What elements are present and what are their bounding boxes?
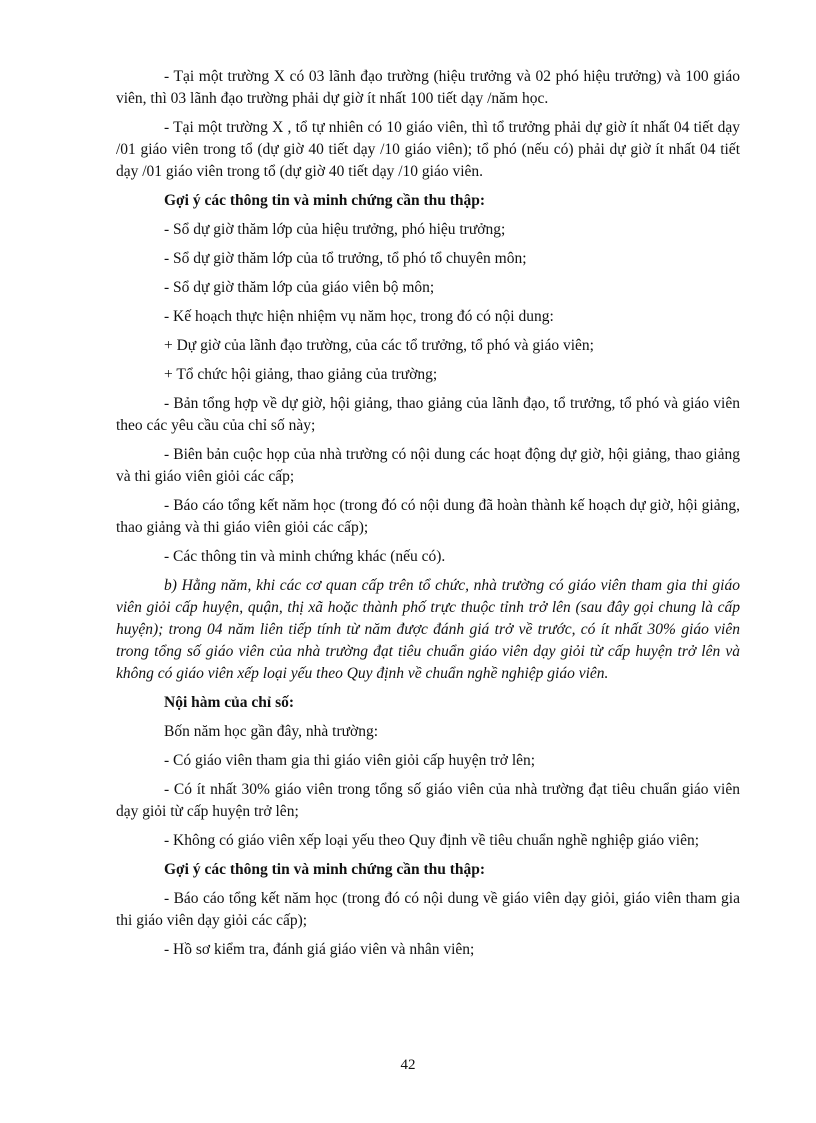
list-item: - Báo cáo tổng kết năm học (trong đó có nội dung về giáo viên dạy giỏi, giáo viên tham gia thi giáo viên dạy giỏi các cấp); [116,890,740,929]
list-item: - Hồ sơ kiểm tra, đánh giá giáo viên và nhân viên; [164,941,475,958]
evidence-heading: Gợi ý các thông tin và minh chứng cần thu thập: [164,192,486,209]
list-item: - Bản tổng hợp về dự giờ, hội giảng, thao giảng của lãnh đạo, tổ trưởng, tổ phó và giáo viên theo các yêu cầu của chỉ số này; [116,395,740,434]
criterion-b: b) Hằng năm, khi các cơ quan cấp trên tổ chức, nhà trường có giáo viên tham gia thi giáo viên giỏi cấp huyện, quận, thị xã hoặc thành phố trực thuộc tỉnh trở lên (sau đây gọi chung là cấp huyện); trong 04 năm liên tiếp tính từ năm được đánh giá trở về trước, có ít nhất 30% giáo viên trong tổng số giáo viên của nhà trường đạt tiêu chuẩn giáo viên dạy giỏi từ cấp huyện trở lên và không có giáo viên xếp loại yếu theo Quy định về chuẩn nghề nghiệp giáo viên. [116,577,740,682]
page-number: 42 [400,1057,416,1073]
list-item: - Có ít nhất 30% giáo viên trong tổng số giáo viên của nhà trường đạt tiêu chuẩn giáo viên dạy giỏi từ cấp huyện trở lên; [116,781,740,820]
example-leadership: - Tại một trường X có 03 lãnh đạo trường (hiệu trưởng và 02 phó hiệu trưởng) và 100 giáo viên, thì 03 lãnh đạo trường phải dự giờ ít nhất 100 tiết dạy /năm học. [116,68,740,107]
list-item: - Báo cáo tổng kết năm học (trong đó có nội dung đã hoàn thành kế hoạch dự giờ, hội giảng, thao giảng và thi giáo viên giỏi các cấp); [116,497,740,536]
indicator-heading: Nội hàm của chỉ số: [164,694,295,711]
example-department: - Tại một trường X , tổ tự nhiên có 10 giáo viên, thì tổ trưởng phải dự giờ ít nhất 04 tiết dạy /01 giáo viên trong tổ (dự giờ 40 tiết dạy /10 giáo viên); tổ phó (nếu có) phải dự giờ ít nhất 04 tiết dạy /01 giáo viên trong tổ (dự giờ 40 tiết dạy /10 giáo viên. [116,119,740,180]
list-item: - Các thông tin và minh chứng khác (nếu có). [164,548,446,565]
list-item: + Dự giờ của lãnh đạo trường, của các tổ trưởng, tổ phó và giáo viên; [164,337,594,354]
evidence-heading-2: Gợi ý các thông tin và minh chứng cần thu thập: [164,861,486,878]
indicator-intro: Bốn năm học gần đây, nhà trường: [164,723,379,740]
page-body [116,66,740,968]
list-item: - Không có giáo viên xếp loại yếu theo Quy định về tiêu chuẩn nghề nghiệp giáo viên; [164,832,700,849]
list-item: - Sổ dự giờ thăm lớp của giáo viên bộ môn; [164,279,435,296]
list-item: - Kế hoạch thực hiện nhiệm vụ năm học, trong đó có nội dung: [164,308,554,325]
list-item: + Tổ chức hội giảng, thao giảng của trường; [164,366,438,383]
list-item: - Sổ dự giờ thăm lớp của tổ trưởng, tổ phó tổ chuyên môn; [164,250,527,267]
list-item: - Sổ dự giờ thăm lớp của hiệu trưởng, phó hiệu trưởng; [164,221,506,238]
list-item: - Có giáo viên tham gia thi giáo viên giỏi cấp huyện trở lên; [164,752,536,769]
list-item: - Biên bản cuộc họp của nhà trường có nội dung các hoạt động dự giờ, hội giảng, thao giảng và thi giáo viên giỏi các cấp; [116,446,740,485]
